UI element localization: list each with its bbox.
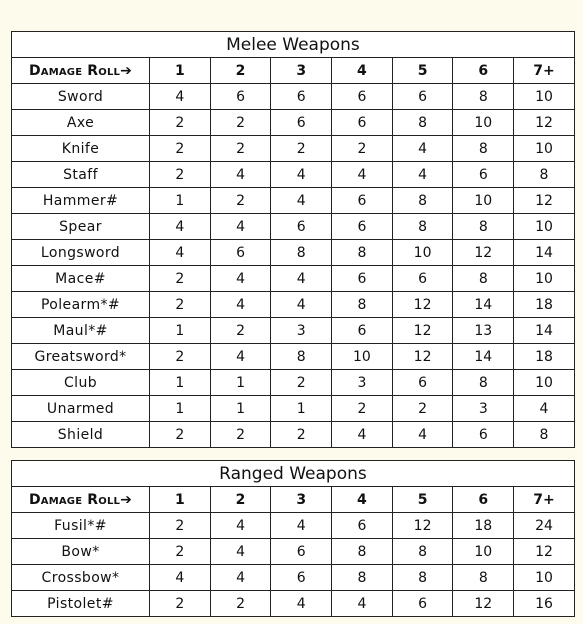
- damage-value: 4: [392, 422, 453, 448]
- damage-value: 4: [332, 422, 393, 448]
- damage-value: 4: [210, 344, 271, 370]
- damage-value: 4: [271, 188, 332, 214]
- weapon-name: Spear: [12, 214, 150, 240]
- damage-value: 2: [210, 110, 271, 136]
- damage-value: 8: [392, 565, 453, 591]
- damage-value: 2: [150, 539, 211, 565]
- damage-value: 10: [514, 84, 575, 110]
- damage-value: 8: [332, 240, 393, 266]
- weapon-row: [12, 84, 575, 110]
- damage-value: 8: [392, 110, 453, 136]
- weapon-name: Maul*#: [12, 318, 150, 344]
- roll-column-header: 5: [392, 487, 453, 513]
- weapon-name: Staff: [12, 162, 150, 188]
- roll-column-header: 4: [332, 58, 393, 84]
- damage-value: 18: [514, 292, 575, 318]
- damage-value: 4: [514, 396, 575, 422]
- melee-table-body: [12, 84, 575, 448]
- weapon-name: Club: [12, 370, 150, 396]
- weapon-row: [12, 136, 575, 162]
- damage-value: 8: [514, 422, 575, 448]
- weapon-row: [12, 214, 575, 240]
- damage-value: 8: [271, 344, 332, 370]
- weapon-row: [12, 266, 575, 292]
- damage-value: 10: [453, 539, 514, 565]
- roll-column-header: 1: [150, 487, 211, 513]
- damage-value: 8: [453, 266, 514, 292]
- damage-value: 10: [514, 136, 575, 162]
- damage-value: 12: [514, 539, 575, 565]
- ranged-table-body: [12, 513, 575, 617]
- damage-value: 6: [332, 110, 393, 136]
- weapon-row: [12, 344, 575, 370]
- damage-value: 18: [453, 513, 514, 539]
- damage-value: 14: [453, 292, 514, 318]
- damage-value: 12: [392, 513, 453, 539]
- roll-column-header: 3: [271, 58, 332, 84]
- damage-value: 1: [150, 318, 211, 344]
- damage-value: 14: [453, 344, 514, 370]
- damage-value: 2: [150, 292, 211, 318]
- damage-value: 12: [514, 110, 575, 136]
- weapon-row: [12, 539, 575, 565]
- damage-value: 4: [210, 565, 271, 591]
- damage-value: 10: [514, 370, 575, 396]
- damage-value: 6: [332, 214, 393, 240]
- weapon-name: Fusil*#: [12, 513, 150, 539]
- damage-value: 8: [332, 292, 393, 318]
- damage-value: 2: [150, 344, 211, 370]
- damage-value: 4: [210, 162, 271, 188]
- damage-value: 12: [392, 292, 453, 318]
- weapon-name: Knife: [12, 136, 150, 162]
- damage-value: 8: [453, 84, 514, 110]
- damage-value: 4: [150, 84, 211, 110]
- damage-value: 16: [514, 591, 575, 617]
- damage-value: 1: [210, 370, 271, 396]
- damage-value: 4: [210, 539, 271, 565]
- weapon-name: Hammer#: [12, 188, 150, 214]
- weapon-row: [12, 513, 575, 539]
- damage-value: 14: [514, 240, 575, 266]
- damage-value: 1: [150, 188, 211, 214]
- damage-value: 2: [210, 422, 271, 448]
- roll-column-header: 4: [332, 487, 393, 513]
- weapon-row: [12, 318, 575, 344]
- damage-value: 4: [332, 591, 393, 617]
- damage-value: 10: [332, 344, 393, 370]
- damage-value: 2: [210, 136, 271, 162]
- weapon-row: [12, 591, 575, 617]
- roll-column-header: 7+: [514, 58, 575, 84]
- damage-value: 12: [392, 318, 453, 344]
- damage-value: 4: [271, 266, 332, 292]
- damage-value: 6: [271, 565, 332, 591]
- damage-value: 24: [514, 513, 575, 539]
- weapon-row: [12, 422, 575, 448]
- damage-value: 4: [271, 591, 332, 617]
- weapon-name: Pistolet#: [12, 591, 150, 617]
- weapon-name: Shield: [12, 422, 150, 448]
- damage-value: 4: [271, 162, 332, 188]
- damage-value: 6: [332, 513, 393, 539]
- damage-value: 6: [271, 214, 332, 240]
- damage-value: 6: [210, 84, 271, 110]
- melee-weapons-table: [11, 31, 575, 448]
- weapon-row: [12, 188, 575, 214]
- damage-value: 2: [150, 422, 211, 448]
- damage-value: 2: [150, 591, 211, 617]
- damage-value: 10: [392, 240, 453, 266]
- damage-value: 8: [332, 565, 393, 591]
- weapon-row: [12, 292, 575, 318]
- ranged-table-title: Ranged Weapons: [12, 461, 575, 487]
- damage-value: 8: [453, 214, 514, 240]
- damage-value: 2: [271, 370, 332, 396]
- damage-value: 6: [332, 318, 393, 344]
- damage-value: 6: [392, 266, 453, 292]
- damage-value: 8: [453, 370, 514, 396]
- damage-value: 2: [332, 136, 393, 162]
- ranged-header-row: [12, 487, 575, 513]
- damage-value: 8: [271, 240, 332, 266]
- damage-value: 1: [150, 370, 211, 396]
- damage-value: 4: [150, 240, 211, 266]
- roll-column-header: 2: [210, 487, 271, 513]
- damage-value: 4: [210, 292, 271, 318]
- weapon-row: [12, 565, 575, 591]
- damage-value: 1: [271, 396, 332, 422]
- damage-value: 12: [453, 591, 514, 617]
- damage-value: 4: [271, 513, 332, 539]
- weapon-row: [12, 396, 575, 422]
- damage-value: 4: [210, 266, 271, 292]
- weapon-row: [12, 110, 575, 136]
- damage-value: 4: [210, 214, 271, 240]
- damage-value: 6: [453, 422, 514, 448]
- damage-value: 8: [453, 565, 514, 591]
- ranged-weapons-table: [11, 460, 575, 617]
- damage-value: 6: [271, 110, 332, 136]
- damage-value: 13: [453, 318, 514, 344]
- roll-column-header: 6: [453, 487, 514, 513]
- damage-value: 10: [453, 110, 514, 136]
- damage-value: 8: [332, 539, 393, 565]
- damage-value: 6: [332, 84, 393, 110]
- damage-value: 2: [271, 136, 332, 162]
- roll-column-header: 7+: [514, 487, 575, 513]
- damage-value: 3: [271, 318, 332, 344]
- damage-value: 10: [514, 266, 575, 292]
- damage-value: 4: [392, 136, 453, 162]
- melee-table-title: Melee Weapons: [12, 32, 575, 58]
- damage-value: 2: [392, 396, 453, 422]
- roll-column-header: 3: [271, 487, 332, 513]
- damage-value: 1: [150, 396, 211, 422]
- damage-value: 6: [453, 162, 514, 188]
- damage-value: 2: [150, 110, 211, 136]
- damage-value: 10: [514, 565, 575, 591]
- damage-value: 4: [332, 162, 393, 188]
- damage-value: 1: [210, 396, 271, 422]
- roll-column-header: 2: [210, 58, 271, 84]
- weapon-name: Bow*: [12, 539, 150, 565]
- damage-value: 12: [392, 344, 453, 370]
- melee-header-row: [12, 58, 575, 84]
- damage-value: 6: [392, 370, 453, 396]
- damage-value: 2: [150, 513, 211, 539]
- weapon-name: Sword: [12, 84, 150, 110]
- damage-value: 14: [514, 318, 575, 344]
- damage-value: 6: [332, 266, 393, 292]
- damage-value: 8: [453, 136, 514, 162]
- roll-column-header: 1: [150, 58, 211, 84]
- damage-value: 12: [453, 240, 514, 266]
- damage-value: 2: [210, 591, 271, 617]
- damage-value: 3: [332, 370, 393, 396]
- weapon-name: Greatsword*: [12, 344, 150, 370]
- damage-value: 2: [150, 136, 211, 162]
- damage-value: 8: [392, 214, 453, 240]
- damage-value: 6: [332, 188, 393, 214]
- weapon-row: [12, 162, 575, 188]
- damage-value: 4: [392, 162, 453, 188]
- damage-value: 8: [392, 539, 453, 565]
- damage-value: 4: [210, 513, 271, 539]
- weapon-name: Unarmed: [12, 396, 150, 422]
- weapon-name: Axe: [12, 110, 150, 136]
- damage-value: 2: [210, 318, 271, 344]
- damage-value: 6: [271, 84, 332, 110]
- weapon-name: Polearm*#: [12, 292, 150, 318]
- damage-value: 18: [514, 344, 575, 370]
- damage-value: 2: [150, 162, 211, 188]
- damage-value: 8: [392, 188, 453, 214]
- damage-value: 4: [150, 214, 211, 240]
- weapon-name: Mace#: [12, 266, 150, 292]
- roll-column-header: 5: [392, 58, 453, 84]
- damage-value: 6: [271, 539, 332, 565]
- weapon-row: [12, 370, 575, 396]
- damage-value: 12: [514, 188, 575, 214]
- damage-value: 6: [392, 84, 453, 110]
- damage-value: 6: [392, 591, 453, 617]
- damage-value: 2: [332, 396, 393, 422]
- damage-value: 3: [453, 396, 514, 422]
- weapon-row: [12, 240, 575, 266]
- damage-roll-header: Damage Roll➔: [12, 58, 150, 84]
- weapon-name: Crossbow*: [12, 565, 150, 591]
- weapon-name: Longsword: [12, 240, 150, 266]
- damage-value: 6: [210, 240, 271, 266]
- damage-value: 4: [150, 565, 211, 591]
- damage-value: 4: [271, 292, 332, 318]
- damage-value: 10: [514, 214, 575, 240]
- damage-value: 8: [514, 162, 575, 188]
- roll-column-header: 6: [453, 58, 514, 84]
- damage-value: 2: [210, 188, 271, 214]
- damage-value: 2: [271, 422, 332, 448]
- damage-roll-header: Damage Roll➔: [12, 487, 150, 513]
- damage-value: 10: [453, 188, 514, 214]
- damage-value: 2: [150, 266, 211, 292]
